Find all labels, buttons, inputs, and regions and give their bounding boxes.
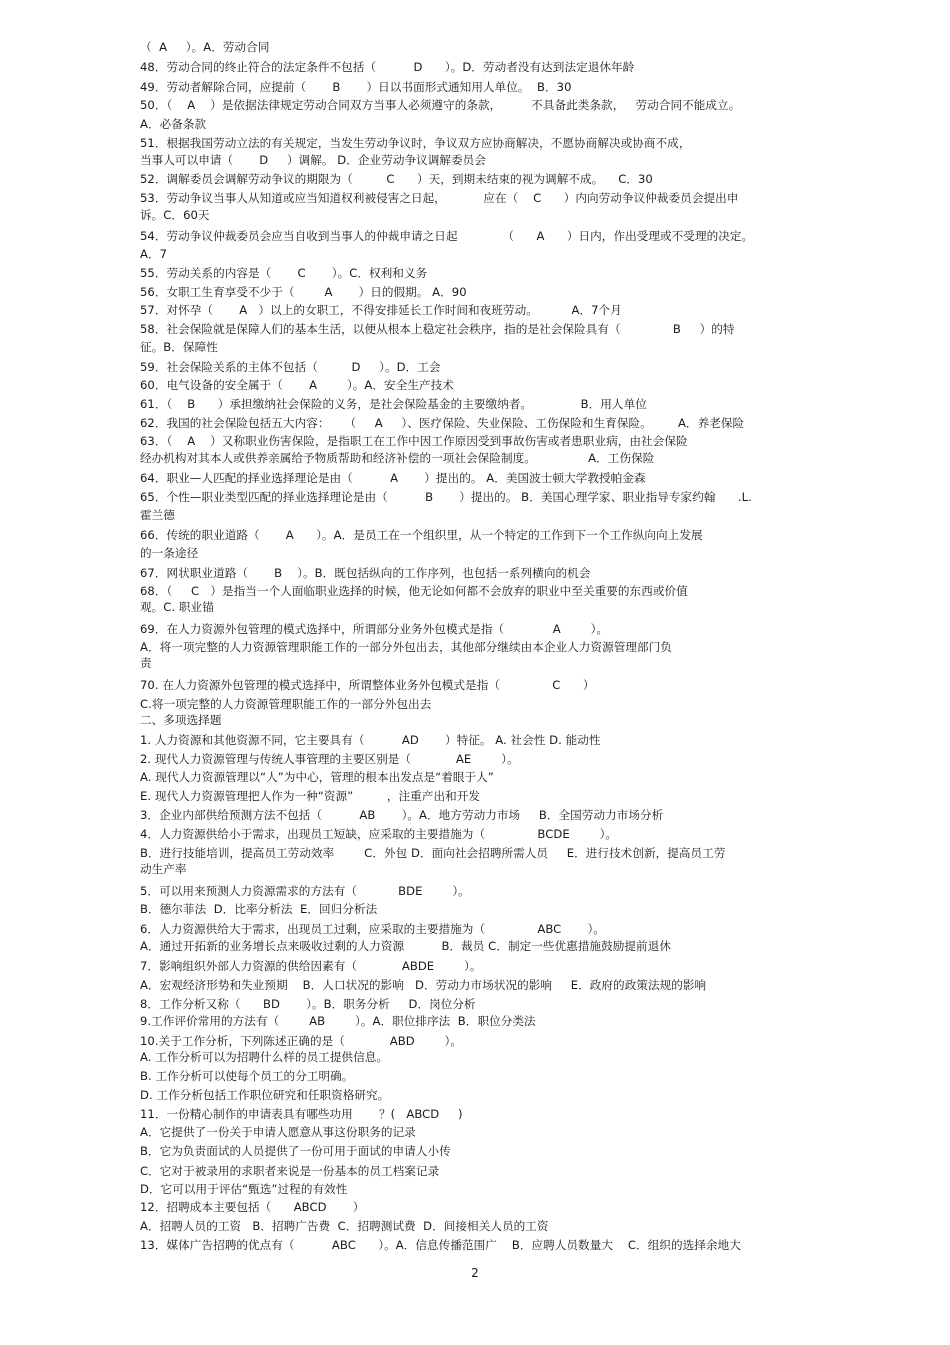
text-line: A．招聘人员的工资 B．招聘广告费 C．招聘测试费 D．间接相关人员的工资	[140, 1219, 549, 1233]
text-line: 64．职业—人匹配的择业选择理论是由（ A ）提出的。 A．美国波士顿大学教授帕金森	[140, 471, 646, 485]
text-line: 53．劳动争议当事人从知道或应当知道权利被侵害之日起， 应在（ C ）内向劳动争议仲裁委员会提出申	[140, 191, 739, 205]
text-line: A. 工作分析可以为招聘什么样的员工提供信息。	[140, 1050, 389, 1064]
text-line: A．7	[140, 247, 168, 261]
text-line: 60．电气设备的安全属于（ A ）。A．安全生产技术	[140, 378, 454, 392]
text-line: 1. 人力资源和其他资源不同，它主要具有（ AD ）特征。 A. 社会性 D. 能动性	[140, 733, 601, 747]
text-line: 68．（ C ）是指当一个人面临职业选择的时候，他无论如何都不会放弃的职业中至关重要的东西或价值	[140, 584, 688, 598]
text-line: 诉。C．60天	[140, 208, 210, 222]
text-line: A．它提供了一份关于申请人愿意从事这份职务的记录	[140, 1125, 416, 1139]
text-line: 动生产率	[140, 862, 187, 876]
text-line: 3．企业内部供给预测方法不包括（ AB ）。A．地方劳动力市场 B．全国劳动力市场分析	[140, 808, 664, 822]
text-line: C.将一项完整的人力资源管理职能工作的一部分外包出去	[140, 697, 432, 711]
text-line: 10.关于工作分析，下列陈述正确的是（ ABD ）。	[140, 1034, 463, 1048]
text-line: 59．社会保险关系的主体不包括（ D ）。D．工会	[140, 360, 441, 374]
text-line: 二、多项选择题	[140, 713, 222, 727]
text-line: 55．劳动关系的内容是（ C ）。C．权利和义务	[140, 266, 428, 280]
text-line: 69．在人力资源外包管理的模式选择中，所谓部分业务外包模式是指（ A ）。	[140, 622, 609, 636]
text-line: B．它为负责面试的人员提供了一份可用于面试的申请人小传	[140, 1144, 451, 1158]
text-line: 67．网状职业道路（ B ）。B．既包括纵向的工作序列，也包括一系列横向的机会	[140, 566, 591, 580]
text-line: 57．对怀孕（ A ）以上的女职工，不得安排延长工作时间和夜班劳动。 A．7个月	[140, 303, 622, 317]
text-line: 70. 在人力资源外包管理的模式选择中，所谓整体业务外包模式是指（ C ）	[140, 678, 595, 692]
text-line: 66．传统的职业道路（ A ）。A．是员工在一个组织里，从一个特定的工作到下一个工作纵向向上发展	[140, 528, 703, 542]
text-line: D. 工作分析包括工作职位研究和任职资格研究。	[140, 1088, 390, 1102]
text-line: B．进行技能培训，提高员工劳动效率 C．外包 D．面向社会招聘所需人员 E．进行技术创新，提高员工劳	[140, 846, 726, 860]
text-line: 4．人力资源供给小于需求，出现员工短缺，应采取的主要措施为（ BCDE ）。	[140, 827, 618, 841]
text-line: 51．根据我国劳动立法的有关规定，当发生劳动争议时，争议双方应协商解决，不愿协商解决或协商不成，	[140, 136, 691, 150]
text-line: 48．劳动合同的终止符合的法定条件不包括（ D ）。D．劳动者没有达到法定退休年龄	[140, 60, 635, 74]
text-line: 54．劳动争议仲裁委员会应当自收到当事人的仲裁申请之日起 （ A ）日内，作出受理或不受理的决定。	[140, 229, 754, 243]
text-line: B．德尔菲法 D．比率分析法 E．回归分析法	[140, 902, 378, 916]
text-line: 11．一份精心制作的申请表具有哪些功用 ？( ABCD )	[140, 1107, 463, 1121]
text-line: 8．工作分析又称（ BD ）。B．职务分析 D．岗位分析	[140, 997, 476, 1011]
text-line: （ A ）。A．劳动合同	[140, 40, 270, 54]
text-line: A. 现代人力资源管理以“人”为中心，管理的根本出发点是“着眼于人”	[140, 770, 494, 784]
text-line: 63．（ A ）又称职业伤害保险，是指职工在工作中因工作原因受到事故伤害或者患职业病，由社会保险	[140, 434, 688, 448]
text-line: A．将一项完整的人力资源管理职能工作的一部分外包出去，其他部分继续由本企业人力资源管理部门负	[140, 640, 672, 654]
text-line: 7．影响组织外部人力资源的供给因素有（ ABDE ）。	[140, 959, 482, 973]
text-line: 经办机构对其本人或供养亲属给予物质帮助和经济补偿的一项社会保险制度。 A．工伤保险	[140, 451, 655, 465]
text-line: 的一条途径	[140, 546, 199, 560]
page-number: 2	[471, 1266, 479, 1280]
text-line: 12．招聘成本主要包括（ ABCD ）	[140, 1200, 365, 1214]
text-line: 56．女职工生育享受不少于（ A ）日的假期。 A．90	[140, 285, 467, 299]
text-line: D．它可以用于评估“甄选”过程的有效性	[140, 1182, 348, 1196]
text-line: 观。C. 职业锚	[140, 600, 214, 614]
text-line: A．宏观经济形势和失业预期 B．人口状况的影响 D．劳动力市场状况的影响 E．政府的政策法规的影响	[140, 978, 707, 992]
text-line: 当事人可以申请（ D ）调解。 D．企业劳动争议调解委员会	[140, 153, 486, 167]
text-line: 霍兰德	[140, 508, 175, 522]
text-line: 62．我国的社会保险包括五大内容： （ A ）、医疗保险、失业保险、工伤保险和生育保险。 A．养老保险	[140, 416, 745, 430]
text-line: 61．（ B ）承担缴纳社会保险的义务，是社会保险基金的主要缴纳者。 B．用人单位	[140, 397, 647, 411]
text-line: 5．可以用来预测人力资源需求的方法有（ BDE ）。	[140, 884, 470, 898]
text-line: 征。B．保障性	[140, 340, 218, 354]
text-line: 责	[140, 656, 152, 670]
text-line: 65．个性—职业类型匹配的择业选择理论是由（ B ）提出的。 B．美国心理学家、职业指导专家约翰 .L.	[140, 490, 752, 504]
text-line: 6．人力资源供给大于需求，出现员工过剩，应采取的主要措施为（ ABC ）。	[140, 922, 605, 936]
text-line: 2. 现代人力资源管理与传统人事管理的主要区别是（ AE ）。	[140, 752, 519, 766]
text-line: 58．社会保险就是保障人们的基本生活，以便从根本上稳定社会秩序，指的是社会保险具有（ B ）的特	[140, 322, 735, 336]
text-line: A．必备条款	[140, 117, 207, 131]
text-line: A．通过开拓新的业务增长点来吸收过剩的人力资源 B．裁员 C．制定一些优惠措施鼓励提前退休	[140, 939, 671, 953]
text-line: C．它对于被录用的求职者来说是一份基本的员工档案记录	[140, 1164, 440, 1178]
text-line: 49．劳动者解除合同，应提前（ B ）日以书面形式通知用人单位。 B．30	[140, 80, 572, 94]
text-line: 9.工作评价常用的方法有（ AB ）。A．职位排序法 B．职位分类法	[140, 1014, 536, 1028]
text-line: E. 现代人力资源管理把人作为一种“资源” ，注重产出和开发	[140, 789, 481, 803]
text-line: 50．（ A ）是依据法律规定劳动合同双方当事人必须遵守的条款， 不具备此类条款， 劳动合同不能成立。	[140, 98, 741, 112]
text-line: 52．调解委员会调解劳动争议的期限为（ C ）天，到期未结束的视为调解不成。 C．30	[140, 172, 653, 186]
text-line: 13．媒体广告招聘的优点有（ ABC ）。A．信息传播范围广 B．应聘人员数量大 C．组织的选择余地大	[140, 1238, 741, 1252]
text-line: B. 工作分析可以使每个员工的分工明确。	[140, 1069, 354, 1083]
